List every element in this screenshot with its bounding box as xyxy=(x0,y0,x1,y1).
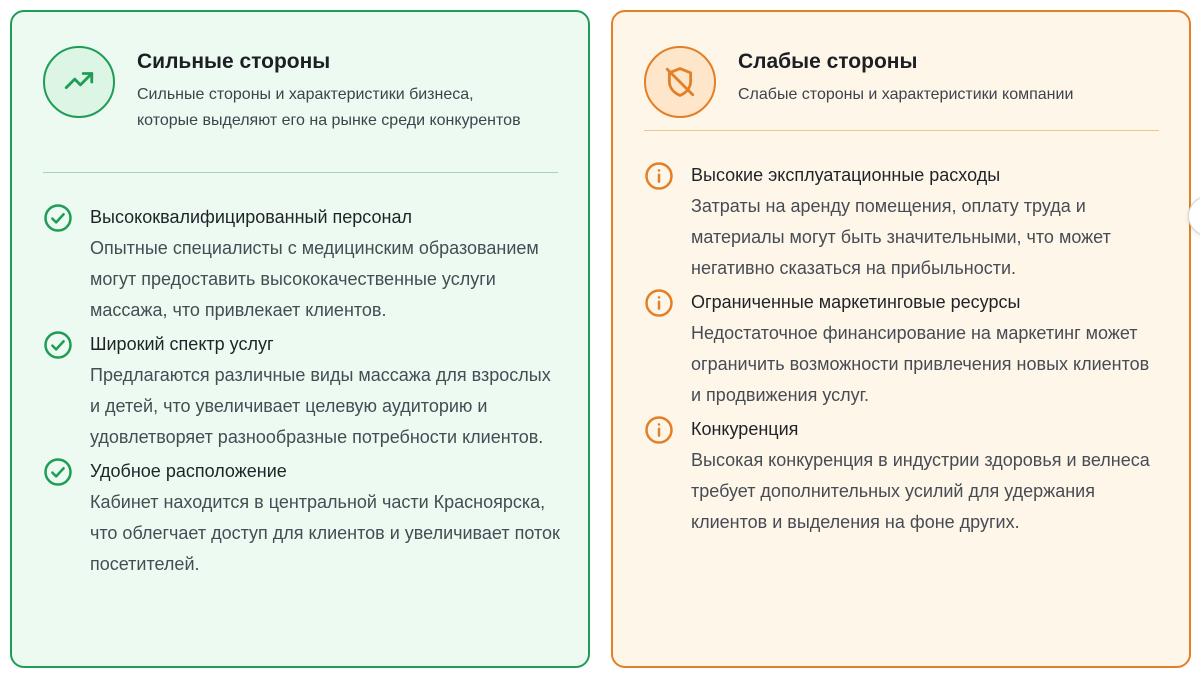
info-circle-icon xyxy=(644,415,674,445)
shield-off-icon xyxy=(644,46,716,118)
weakness-item-description: Высокая конкуренция в индустрии здоровья и велнеса требует дополнительных усилий для удержания клиентов и выделения на фоне других. xyxy=(691,450,1150,532)
weakness-item-title: Конкуренция xyxy=(691,419,799,439)
info-circle-icon xyxy=(644,288,674,318)
strength-item xyxy=(43,328,563,453)
weakness-item xyxy=(644,286,1164,411)
strengths-list xyxy=(43,201,563,582)
weakness-item-description: Затраты на аренду помещения, оплату труда и материалы могут быть значительными, что может негативно сказаться на прибыльности. xyxy=(691,196,1111,278)
strengths-title: Сильные стороны xyxy=(137,50,331,73)
check-circle-icon xyxy=(43,330,73,360)
weaknesses-description: Слабые стороны и характеристики компании xyxy=(738,86,1074,103)
weaknesses-title: Слабые стороны xyxy=(738,50,918,73)
check-circle-icon xyxy=(43,457,73,487)
strengths-card xyxy=(10,10,590,668)
weakness-item xyxy=(644,413,1164,538)
weakness-item-title: Ограниченные маркетинговые ресурсы xyxy=(691,292,1021,312)
strength-item-title: Высококвалифицированный персонал xyxy=(90,207,412,227)
weakness-item-title: Высокие эксплуатационные расходы xyxy=(691,165,1001,185)
strengths-divider xyxy=(43,172,558,173)
strength-item xyxy=(43,455,563,580)
strengths-description: Сильные стороны и характеристики бизнеса, которые выделяют его на рынке среди конкурентов xyxy=(137,86,521,129)
weaknesses-divider xyxy=(644,130,1159,131)
strength-item-description: Кабинет находится в центральной части Красноярска, что облегчает доступ для клиентов и увеличивает поток посетителей. xyxy=(90,492,560,574)
weakness-item-description: Недостаточное финансирование на маркетинг может ограничить возможности привлечения новых клиентов и продвижения услуг. xyxy=(691,323,1150,405)
weaknesses-list xyxy=(644,159,1164,540)
strength-item xyxy=(43,201,563,326)
check-circle-icon xyxy=(43,203,73,233)
strength-item-description: Предлагаются различные виды массажа для взрослых и детей, что увеличивает целевую аудиторию и удовлетворяет разнообразные потребности клиентов. xyxy=(90,365,551,447)
strength-item-title: Удобное расположение xyxy=(90,461,287,481)
trending-up-icon xyxy=(43,46,115,118)
strength-item-description: Опытные специалисты с медицинским образованием могут предоставить высококачественные услуги массажа, что привлекает клиентов. xyxy=(90,238,539,320)
weakness-item xyxy=(644,159,1164,284)
weaknesses-card xyxy=(611,10,1191,668)
info-circle-icon xyxy=(644,161,674,191)
strength-item-title: Широкий спектр услуг xyxy=(90,334,274,354)
